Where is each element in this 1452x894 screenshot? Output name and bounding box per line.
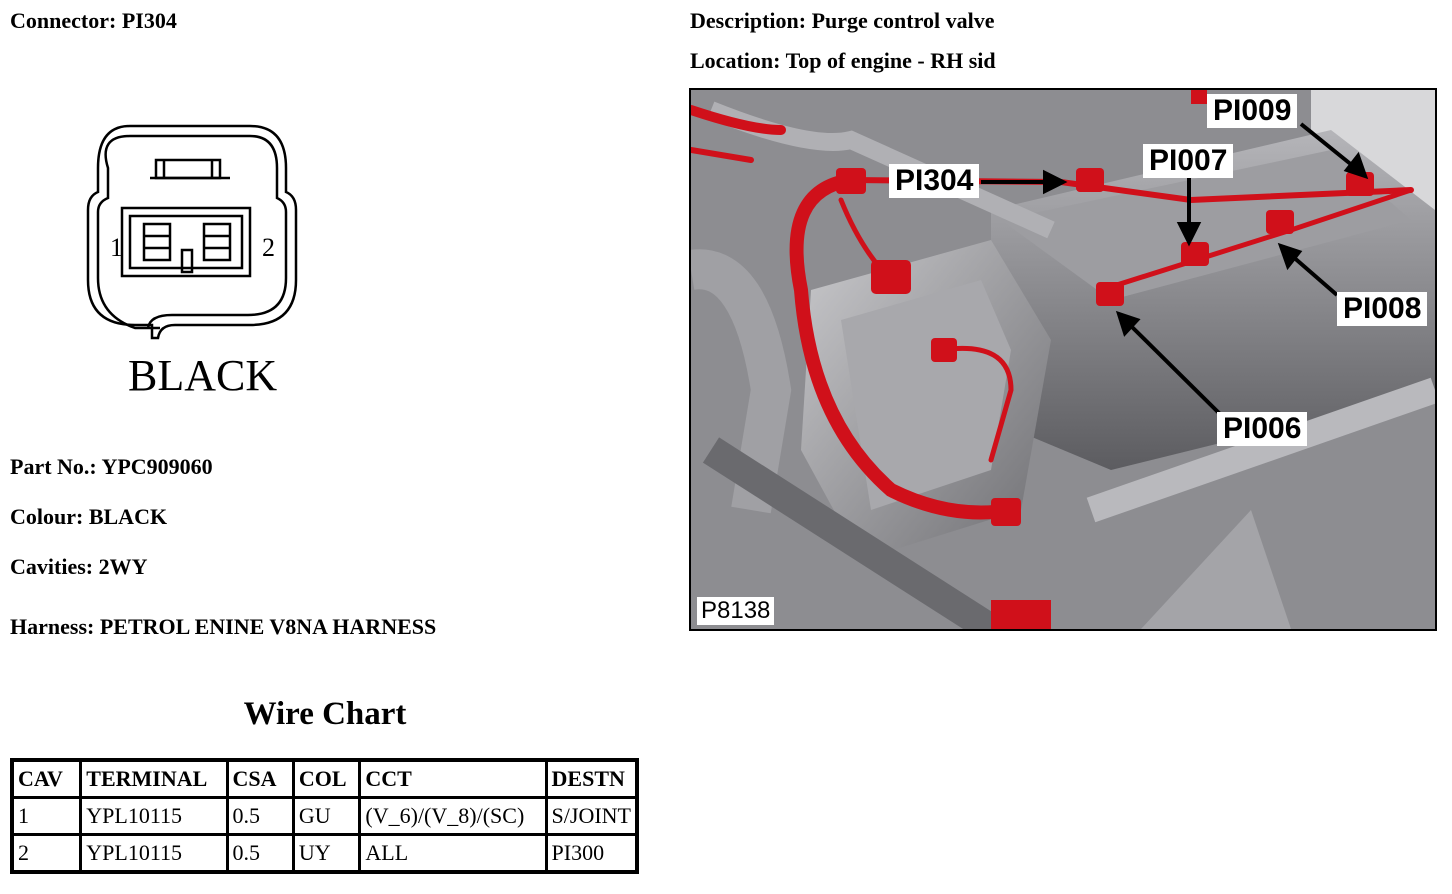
callout-pi006: PI006 bbox=[1217, 412, 1307, 446]
header-cav: CAV bbox=[12, 760, 81, 798]
location-value: Top of engine - RH sid bbox=[785, 48, 996, 73]
cell-col: GU bbox=[293, 798, 360, 835]
description-label bbox=[690, 8, 994, 34]
header-destn: DESTN bbox=[546, 760, 637, 798]
pin-2-label: 2 bbox=[262, 233, 275, 262]
header-terminal: TERMINAL bbox=[81, 760, 227, 798]
description-key: Description: bbox=[690, 8, 807, 33]
cell-cav: 2 bbox=[12, 835, 81, 873]
part-number-key: Part No.: bbox=[10, 454, 97, 479]
cell-destn: PI300 bbox=[546, 835, 637, 873]
connector-label bbox=[10, 8, 177, 34]
colour-key: Colour: bbox=[10, 504, 84, 529]
cell-cav: 1 bbox=[12, 798, 81, 835]
connector-key: Connector: bbox=[10, 8, 117, 33]
connector-colour-text: BLACK bbox=[128, 351, 278, 400]
cavities-value: 2WY bbox=[98, 554, 148, 579]
callout-pi304: PI304 bbox=[889, 164, 979, 198]
location-key: Location: bbox=[690, 48, 781, 73]
table-row bbox=[12, 835, 637, 873]
engine-illustration bbox=[691, 90, 1435, 629]
part-number-label bbox=[10, 454, 213, 480]
callout-pi009: PI009 bbox=[1207, 94, 1297, 128]
cell-cct: ALL bbox=[360, 835, 546, 873]
callout-pi007: PI007 bbox=[1143, 144, 1233, 178]
table-row bbox=[12, 798, 637, 835]
connector-value: PI304 bbox=[121, 8, 177, 33]
cavities-key: Cavities: bbox=[10, 554, 94, 579]
photo-reference: P8138 bbox=[697, 597, 774, 625]
cell-csa: 0.5 bbox=[227, 835, 293, 873]
colour-value: BLACK bbox=[88, 504, 168, 529]
cell-csa: 0.5 bbox=[227, 798, 293, 835]
header-csa: CSA bbox=[227, 760, 293, 798]
location-label bbox=[690, 48, 996, 74]
cell-terminal: YPL10115 bbox=[81, 835, 227, 873]
wire-chart-table bbox=[10, 758, 639, 874]
engine-location-photo bbox=[689, 88, 1437, 631]
callout-pi008: PI008 bbox=[1337, 292, 1427, 326]
cell-destn: S/JOINT bbox=[546, 798, 637, 835]
harness-label bbox=[10, 614, 436, 640]
cavities-label bbox=[10, 554, 147, 580]
cell-col: UY bbox=[293, 835, 360, 873]
pin-1-label: 1 bbox=[110, 233, 123, 262]
table-header-row bbox=[12, 760, 637, 798]
harness-value: PETROL ENINE V8NA HARNESS bbox=[99, 614, 437, 639]
description-value: Purge control valve bbox=[811, 8, 995, 33]
header-cct: CCT bbox=[360, 760, 546, 798]
harness-key: Harness: bbox=[10, 614, 95, 639]
cell-terminal: YPL10115 bbox=[81, 798, 227, 835]
connector-diagram bbox=[80, 120, 310, 410]
header-col: COL bbox=[293, 760, 360, 798]
part-number-value: YPC909060 bbox=[101, 454, 213, 479]
cell-cct: (V_6)/(V_8)/(SC) bbox=[360, 798, 546, 835]
colour-label bbox=[10, 504, 167, 530]
wire-chart-title: Wire Chart bbox=[243, 696, 407, 732]
